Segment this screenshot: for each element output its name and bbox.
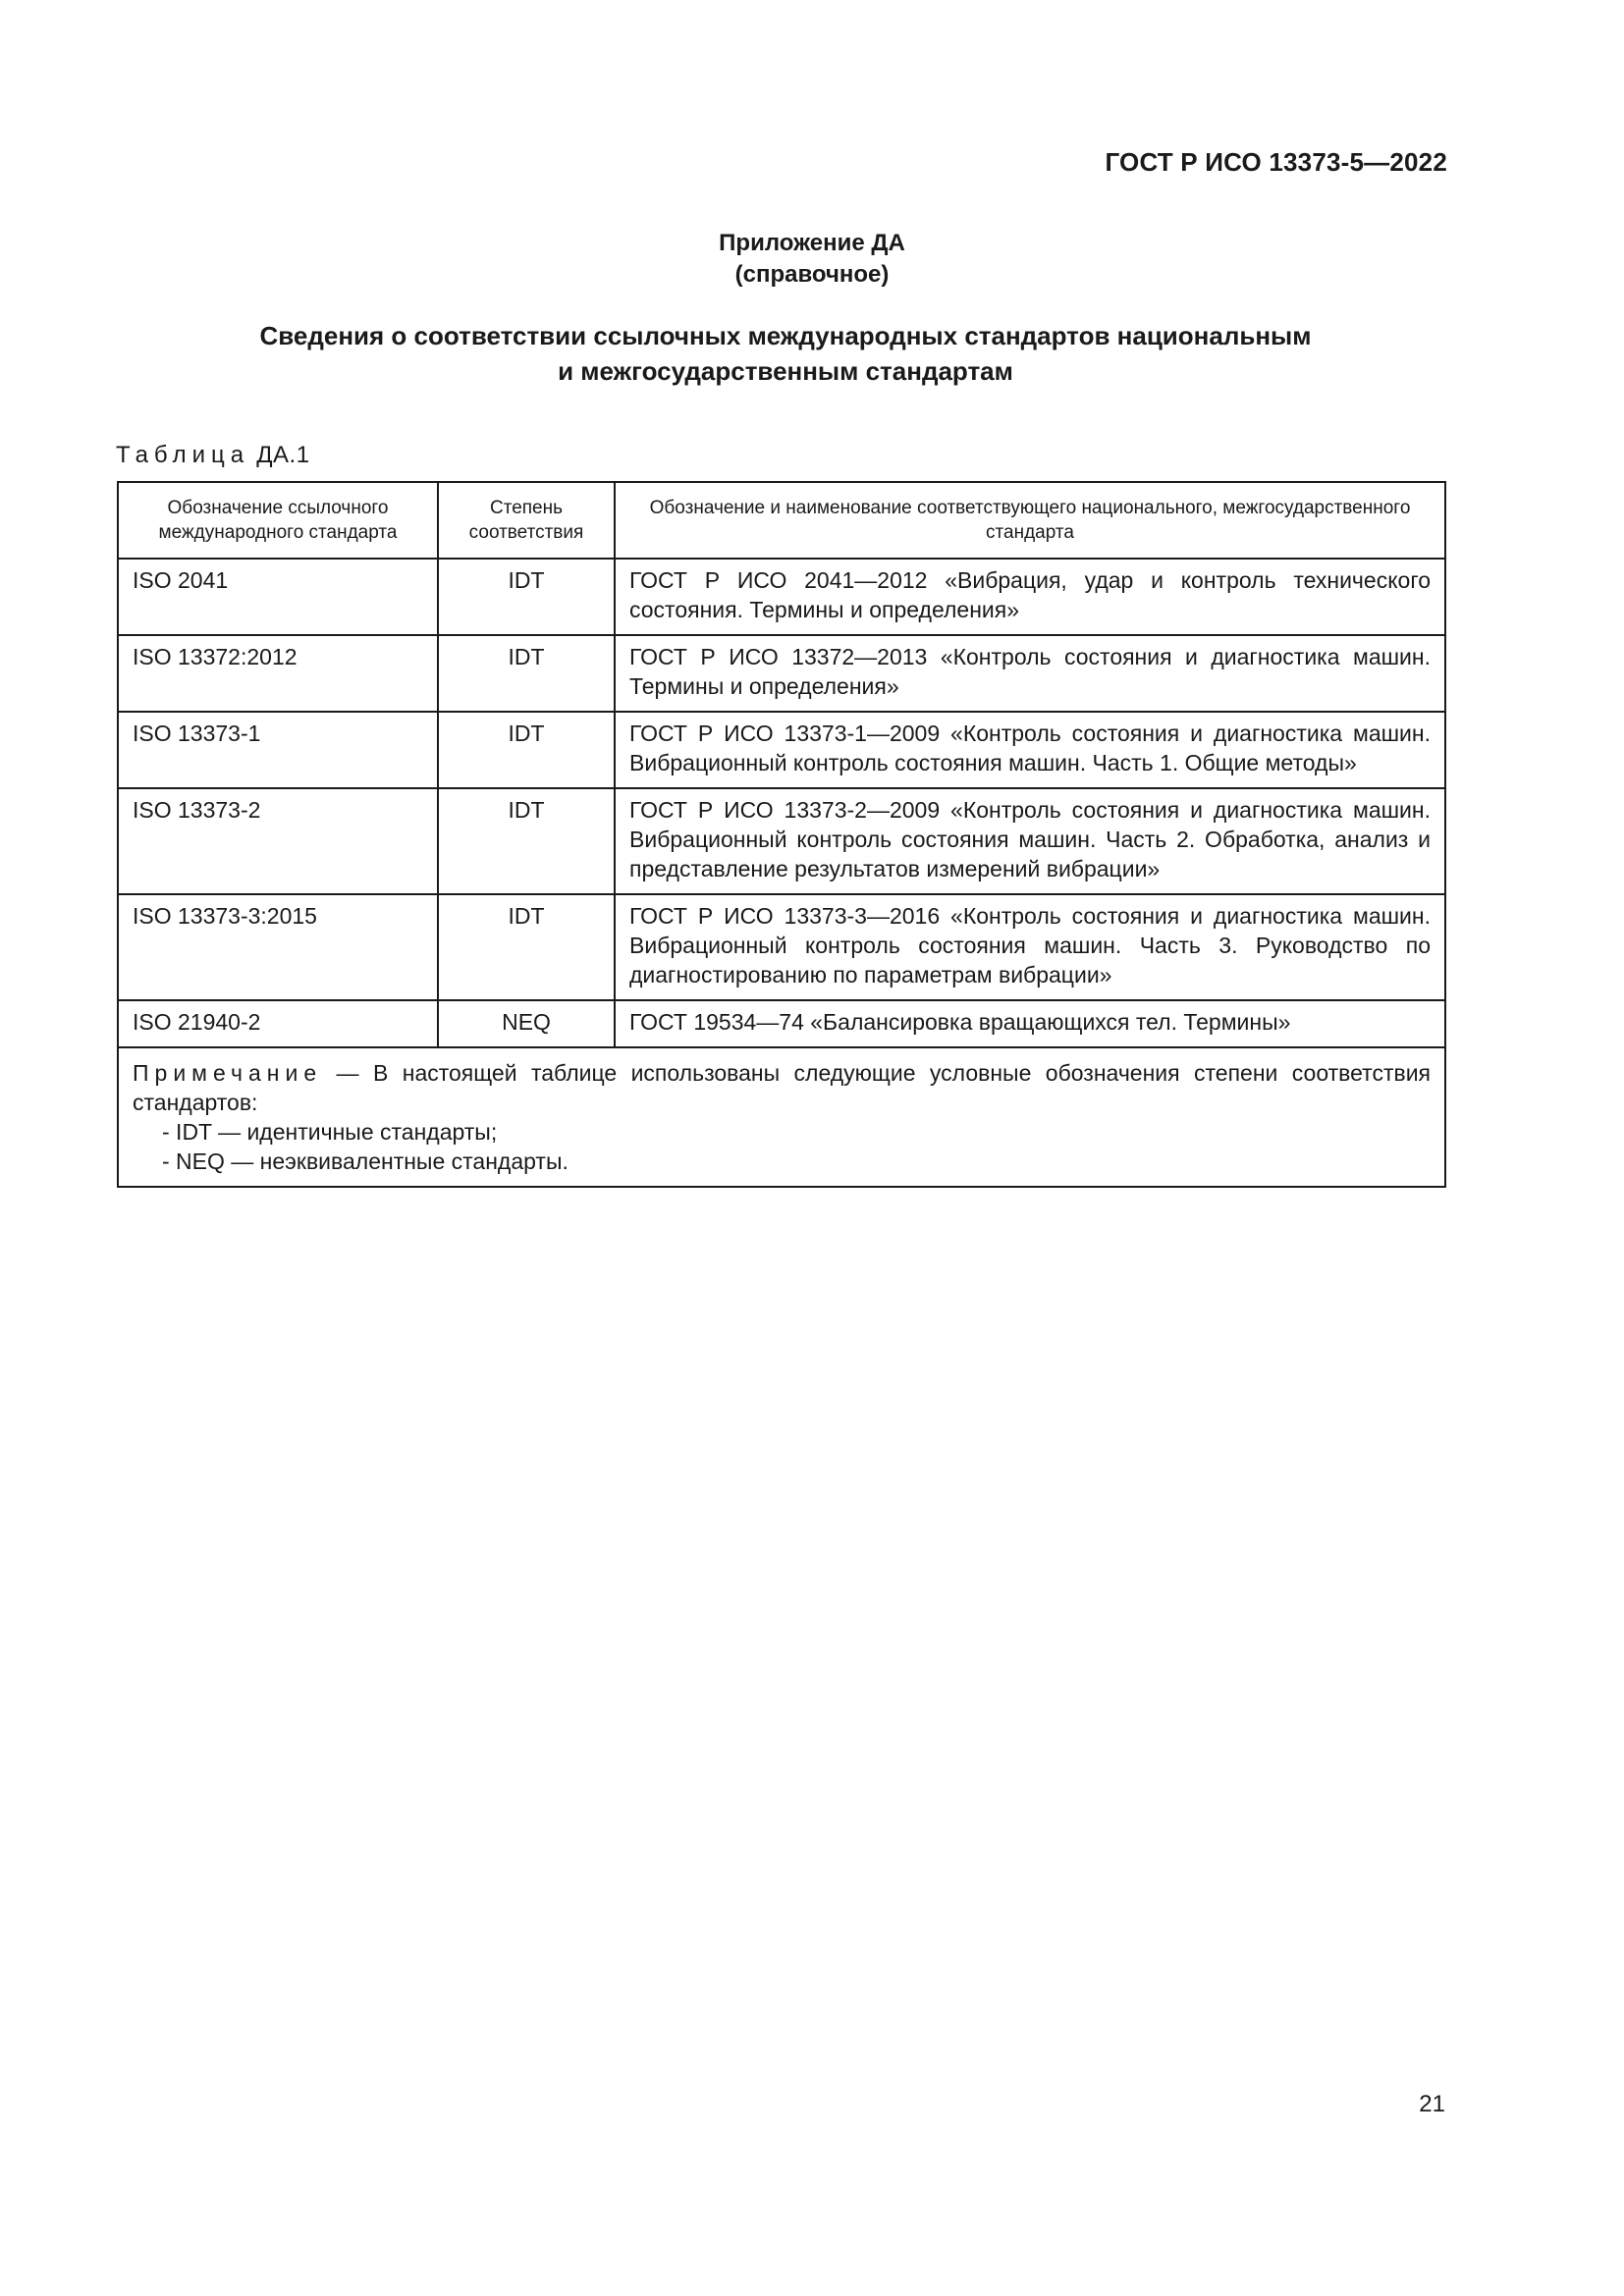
cell-degree: IDT	[438, 712, 615, 788]
section-title-line-1: Сведения о соответствии ссылочных международных стандартов национальным	[259, 321, 1312, 350]
table-note	[118, 1047, 1445, 1187]
cell-degree: NEQ	[438, 1000, 615, 1047]
cell-degree: IDT	[438, 559, 615, 635]
table-header-row	[118, 482, 1445, 559]
cell-national-standard: ГОСТ Р ИСО 13373-3—2016 «Контроль состояния и диагностика машин. Вибрационный контроль состояния машин. Часть 3. Руководство по диагностированию по параметрам вибрации»	[615, 894, 1445, 1000]
section-title	[0, 318, 1571, 389]
appendix-title: Приложение ДА	[719, 230, 905, 256]
cell-degree: IDT	[438, 894, 615, 1000]
table-row	[118, 1000, 1445, 1047]
table-caption	[116, 442, 310, 469]
header-national-standard: Обозначение и наименование соответствующего национального, межгосударственного стандарта	[615, 482, 1445, 559]
note-item-idt: - IDT — идентичные стандарты;	[162, 1119, 498, 1145]
table-caption-number: ДА.1	[256, 442, 310, 468]
cell-international-code: ISO 13372:2012	[118, 635, 438, 712]
header-correspondence-degree: Степень соответствия	[438, 482, 615, 559]
cell-degree: IDT	[438, 788, 615, 894]
cell-international-code: ISO 2041	[118, 559, 438, 635]
cell-international-code: ISO 13373-3:2015	[118, 894, 438, 1000]
header-international-standard: Обозначение ссылочного международного стандарта	[118, 482, 438, 559]
cell-national-standard: ГОСТ Р ИСО 13373-1—2009 «Контроль состояния и диагностика машин. Вибрационный контроль состояния машин. Часть 1. Общие методы»	[615, 712, 1445, 788]
table-row	[118, 712, 1445, 788]
table-row	[118, 788, 1445, 894]
cell-degree: IDT	[438, 635, 615, 712]
section-title-line-2: и межгосударственным стандартам	[558, 356, 1013, 386]
note-text: — В настоящей таблице использованы следующие условные обозначения степени соответствия стандартов:	[133, 1060, 1431, 1115]
correspondence-table	[117, 481, 1446, 1188]
cell-national-standard: ГОСТ Р ИСО 2041—2012 «Вибрация, удар и контроль технического состояния. Термины и определения»	[615, 559, 1445, 635]
cell-international-code: ISO 13373-2	[118, 788, 438, 894]
cell-international-code: ISO 21940-2	[118, 1000, 438, 1047]
page-number: 21	[1419, 2091, 1445, 2117]
table-note-row	[118, 1047, 1445, 1187]
cell-national-standard: ГОСТ Р ИСО 13373-2—2009 «Контроль состояния и диагностика машин. Вибрационный контроль состояния машин. Часть 2. Обработка, анализ и представление результатов измерений вибрации»	[615, 788, 1445, 894]
appendix-subtitle: (справочное)	[734, 261, 890, 288]
cell-international-code: ISO 13373-1	[118, 712, 438, 788]
cell-national-standard: ГОСТ 19534—74 «Балансировка вращающихся тел. Термины»	[615, 1000, 1445, 1047]
table-caption-prefix: Таблица	[116, 442, 250, 468]
appendix-heading	[0, 228, 1624, 291]
table-row	[118, 894, 1445, 1000]
table-row	[118, 559, 1445, 635]
note-item-neq: - NEQ — неэквивалентные стандарты.	[162, 1148, 568, 1174]
note-label: Примечание	[133, 1060, 323, 1086]
document-code: ГОСТ Р ИСО 13373-5—2022	[1105, 147, 1447, 177]
cell-national-standard: ГОСТ Р ИСО 13372—2013 «Контроль состояния и диагностика машин. Термины и определения»	[615, 635, 1445, 712]
table-row	[118, 635, 1445, 712]
